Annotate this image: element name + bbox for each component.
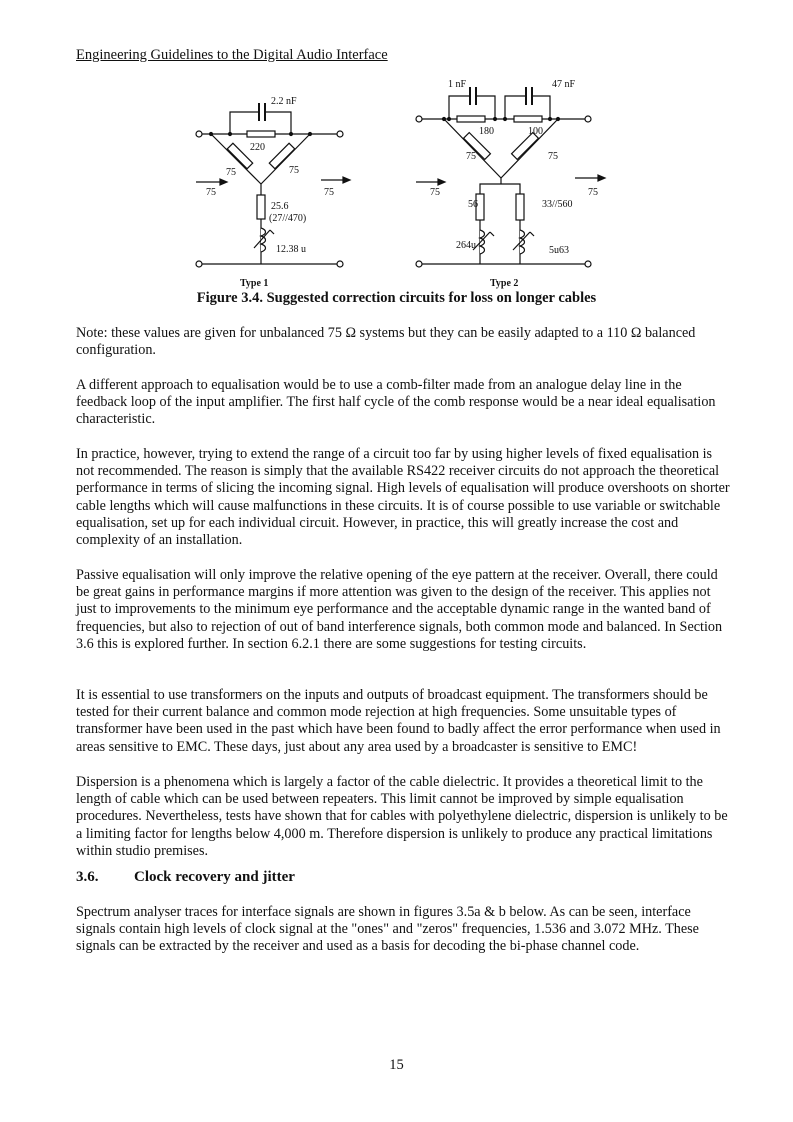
- type1-arm-left-label: 75: [226, 167, 236, 178]
- type2-resistor-left-label: 180: [479, 126, 494, 137]
- paragraph-text: Dispersion is a phenomena which is largely a factor of the cable dielectric. It provides a theoretical limit to the length of cable which can be used between repeaters. This limit cannot be improved by simple equalisation procedures. Nevertheless, tests have shown that for cables with polyethylene dielectric, dispersion is unlikely to be a limiting factor for lengths below 4,000 m. Therefore dispersion is unlikely to produce any practical limitations within studio premises.: [76, 774, 728, 859]
- paragraph-text: In practice, however, trying to extend the range of a circuit too far by using higher levels of fixed equalisation is not recommended. The reason is simply that the available RS422 receiver circuits do not approach the theoretical performance in terms of slicing the incoming signal. High levels of equalisation will produce overshoots on shorter cable lengths which will cause malfunctions in these circuits. It is of course possible to use variable or switchable equalisation, set up for each individual circuit. However, in practice, this will greatly increase the cost and complexity of an installation.: [76, 446, 730, 549]
- paragraph-note: [76, 325, 731, 359]
- type2-capacitor-right-label: 47 nF: [552, 79, 576, 90]
- type1-input-impedance: 75: [206, 187, 216, 198]
- type2-label: Type 2: [490, 278, 519, 289]
- paragraph-passive-equalisation: [76, 567, 731, 653]
- paragraph-text: Note: these values are given for unbalanced 75 Ω systems but they can be easily adapted to a 110 Ω balanced configuration.: [76, 325, 696, 359]
- section-title: Clock recovery and jitter: [134, 869, 295, 885]
- paragraph-dispersion: [76, 774, 731, 860]
- type1-label: Type 1: [240, 278, 269, 289]
- type1-inductor-label: 12.38 u: [276, 244, 306, 255]
- type1-output-impedance: 75: [324, 187, 334, 198]
- section-number: 3.6.: [76, 869, 99, 885]
- type1-capacitor-label: 2.2 nF: [271, 96, 297, 107]
- figure-correction-circuits: [190, 70, 620, 310]
- type2-output-impedance: 75: [588, 187, 598, 198]
- type2-capacitor-left-label: 1 nF: [448, 79, 467, 90]
- figure-caption: Figure 3.4. Suggested correction circuits for loss on longer cables: [196, 290, 597, 306]
- paragraph-transformers: [76, 687, 731, 756]
- type2-shunt-resistor-right-label: 33//560: [542, 199, 573, 210]
- type1-shunt-resistor-note: (27//470): [269, 213, 307, 224]
- type1-shunt-resistor-label: 25.6: [271, 201, 289, 212]
- circuit-diagram: [190, 70, 620, 290]
- type2-arm-left-label: 75: [466, 151, 476, 162]
- page-number: 15: [389, 1057, 404, 1073]
- running-header: Engineering Guidelines to the Digital Audio Interface: [76, 47, 388, 63]
- type2-resistor-right-label: 100: [528, 126, 543, 137]
- type1-series-resistor-label: 220: [250, 142, 265, 153]
- paragraph-practice: [76, 446, 731, 549]
- type2-arm-right-label: 75: [548, 151, 558, 162]
- type1-arm-right-label: 75: [289, 165, 299, 176]
- type2-shunt-resistor-left-label: 56: [468, 199, 478, 210]
- type2-inductor-left-label: 264u: [456, 240, 476, 251]
- paragraph-clock-recovery: [76, 904, 731, 956]
- type2-input-impedance: 75: [430, 187, 440, 198]
- paragraph-comb-filter: [76, 377, 731, 429]
- type2-inductor-right-label: 5u63: [549, 245, 569, 256]
- paragraph-text: Spectrum analyser traces for interface signals are shown in figures 3.5a & b below. As can be seen, interface signals contain high levels of clock signal at the "ones" and "zeros" frequencies, 1.536 and 3.072 MHz. These signals can be extracted by the receiver and used as a basis for decoding the bi-phase channel code.: [76, 904, 699, 955]
- paragraph-text: It is essential to use transformers on the inputs and outputs of broadcast equipment. The transformers should be tested for their current balance and common mode rejection at high frequencies. Some unsuitable types of transformer have been used in the past which have been found to badly affect the error performance when used in areas sensitive to EMC. These days, just about any area used by a broadcaster is sensitive to EMC!: [76, 687, 721, 755]
- paragraph-text: Passive equalisation will only improve the relative opening of the eye pattern at the receiver. Overall, there could be great gains in performance margins if more attention was given to the design of the receiver. This applies not just to improvements to the minimum eye performance and the acceptable dynamic range in the wanted band of frequencies, but also to rejection of out of band interference signals, both common mode and balanced. In Section 3.6 this is explored further. In section 6.2.1 there are some suggestions for testing circuits.: [76, 567, 723, 652]
- section-heading: [76, 869, 295, 886]
- paragraph-text: A different approach to equalisation would be to use a comb-filter made from an analogue delay line in the feedback loop of the input amplifier. The first half cycle of the comb response would be a near ideal equalisation characteristic.: [76, 377, 716, 428]
